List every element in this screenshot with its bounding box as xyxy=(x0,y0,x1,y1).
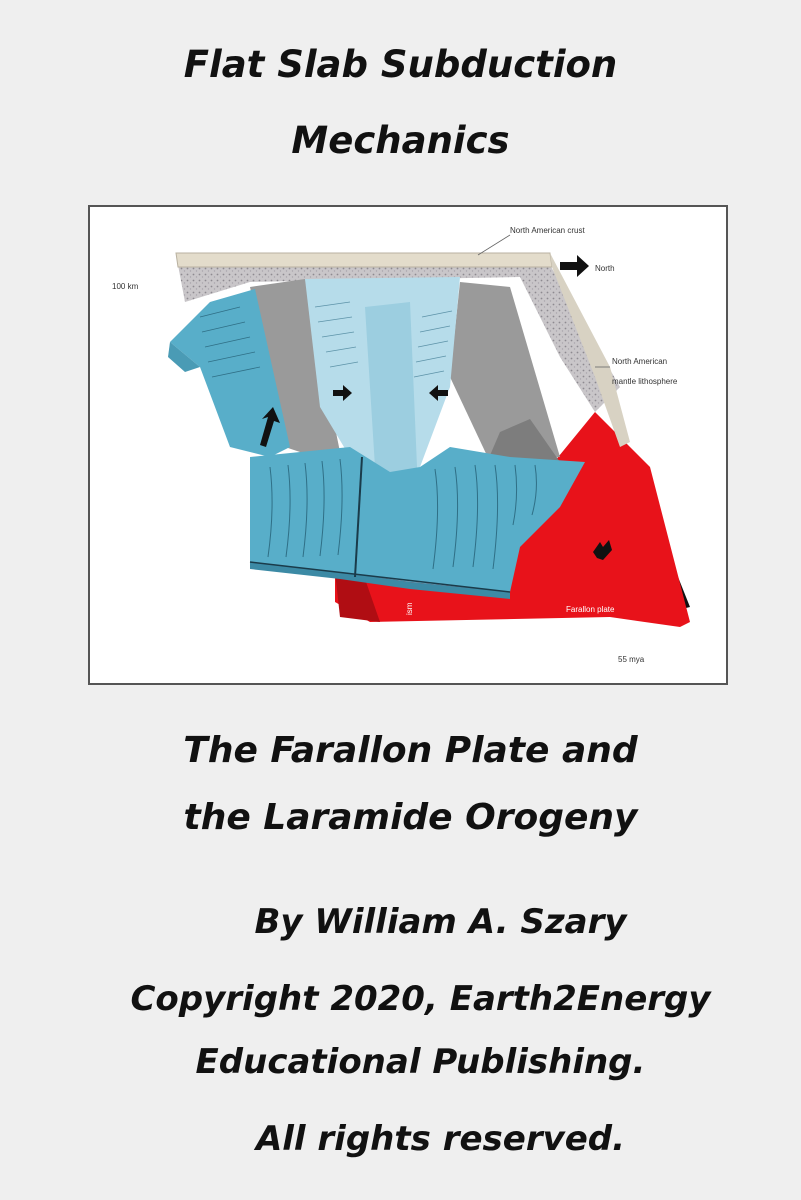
north-arrow xyxy=(560,255,589,277)
label-depth: 100 km xyxy=(112,282,139,291)
copyright-line-2: Educational Publishing. xyxy=(195,1042,646,1082)
label-mantle-line-1: North American xyxy=(612,357,668,366)
label-age: 55 mya xyxy=(618,655,645,664)
copyright-line-1: Copyright 2020, Earth2Energy xyxy=(130,979,711,1019)
subtitle-line-2: the Laramide Orogeny xyxy=(183,797,638,838)
label-crust: North American crust xyxy=(510,226,585,235)
crust-band xyxy=(176,253,552,267)
rights-notice: All rights reserved. xyxy=(255,1119,626,1159)
label-vertical: ism xyxy=(405,602,414,615)
label-north: North xyxy=(595,264,615,273)
title-line-2: Mechanics xyxy=(291,119,510,162)
author: By William A. Szary xyxy=(254,902,627,942)
label-mantle-line-2: mantle lithosphere xyxy=(612,377,678,386)
label-plate: Farallon plate xyxy=(566,605,615,614)
subtitle-line-1: The Farallon Plate and xyxy=(183,730,638,771)
title-line-1: Flat Slab Subduction xyxy=(183,43,618,86)
subduction-diagram xyxy=(88,205,728,685)
